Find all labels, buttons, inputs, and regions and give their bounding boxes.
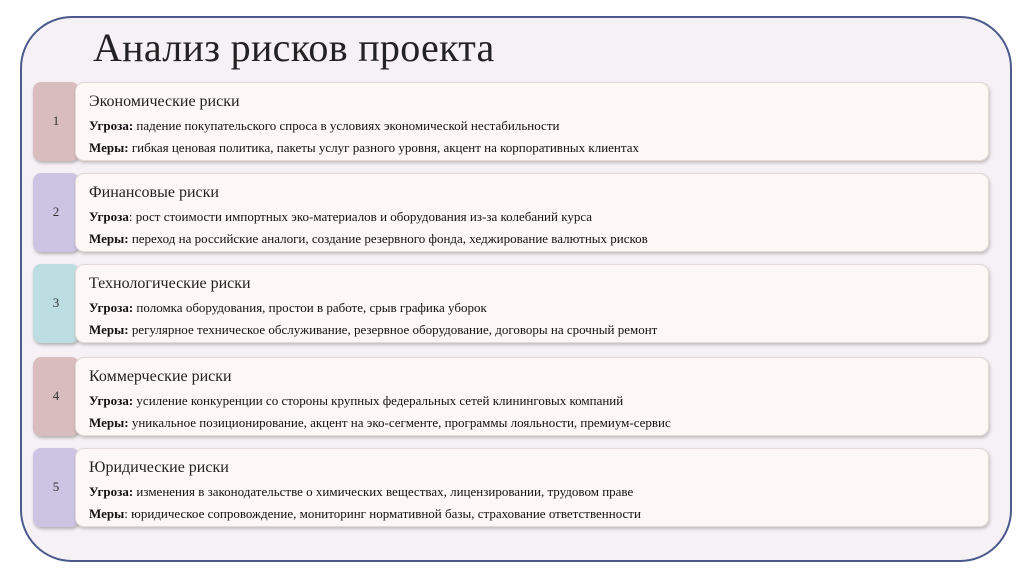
risk-threat (89, 209, 592, 225)
risk-measures (89, 322, 657, 338)
page-title: Анализ рисков проекта (93, 25, 495, 70)
threat-text: падение покупательского спроса в условиях экономической нестабильности (133, 118, 560, 133)
risk-row-economic (33, 82, 991, 161)
measures-text: : юридическое сопровождение, мониторинг нормативной базы, страхование ответственности (124, 506, 641, 521)
risk-heading: Финансовые риски (89, 184, 219, 201)
risk-number: 3 (52, 295, 60, 310)
risk-card (75, 264, 989, 343)
measures-text: переход на российские аналоги, создание резервного фонда, хеджирование валютных рисков (128, 231, 648, 246)
measures-label: Меры: (89, 140, 129, 155)
risk-number: 5 (52, 479, 60, 494)
measures-text: гибкая ценовая политика, пакеты услуг разного уровня, акцент на корпоративных клиентах (128, 140, 639, 155)
risk-row-financial (33, 173, 991, 252)
measures-label: Меры (89, 506, 125, 521)
threat-label: Угроза: (89, 484, 134, 499)
threat-text: поломка оборудования, простои в работе, срыв графика уборок (133, 300, 487, 315)
risk-threat (89, 393, 623, 409)
risk-card (75, 448, 989, 527)
measures-text: регулярное техническое обслуживание, резервное оборудование, договоры на срочный ремонт (128, 322, 658, 337)
threat-label: Угроза: (89, 393, 134, 408)
risk-row-legal (33, 448, 991, 527)
risk-heading: Коммерческие риски (89, 368, 232, 385)
risk-row-commercial (33, 357, 991, 436)
risk-number: 1 (52, 113, 60, 128)
threat-text: : рост стоимости импортных эко-материалов и оборудования из-за колебаний курса (128, 209, 593, 224)
threat-label: Угроза (89, 209, 129, 224)
risk-threat (89, 300, 487, 316)
risk-heading: Экономические риски (89, 93, 240, 110)
risk-row-technological (33, 264, 991, 343)
measures-label: Меры: (89, 322, 129, 337)
risk-measures (89, 140, 639, 156)
risk-threat (89, 484, 633, 500)
risk-measures (89, 415, 671, 431)
threat-text: изменения в законодательстве о химических веществах, лицензировании, трудовом праве (133, 484, 634, 499)
risk-heading: Технологические риски (89, 275, 251, 292)
threat-text: усиление конкуренции со стороны крупных федеральных сетей клининговых компаний (133, 393, 624, 408)
risk-measures (89, 231, 648, 247)
measures-text: уникальное позиционирование, акцент на эко-сегменте, программы лояльности, премиум-сервис (128, 415, 671, 430)
measures-label: Меры: (89, 415, 129, 430)
threat-label: Угроза: (89, 118, 134, 133)
risk-threat (89, 118, 559, 134)
risk-card (75, 82, 989, 161)
measures-label: Меры: (89, 231, 129, 246)
risk-measures (89, 506, 641, 522)
risk-number: 2 (52, 204, 60, 219)
risk-card (75, 357, 989, 436)
risk-card (75, 173, 989, 252)
threat-label: Угроза: (89, 300, 134, 315)
risk-heading: Юридические риски (89, 459, 229, 476)
risk-number: 4 (52, 388, 60, 403)
